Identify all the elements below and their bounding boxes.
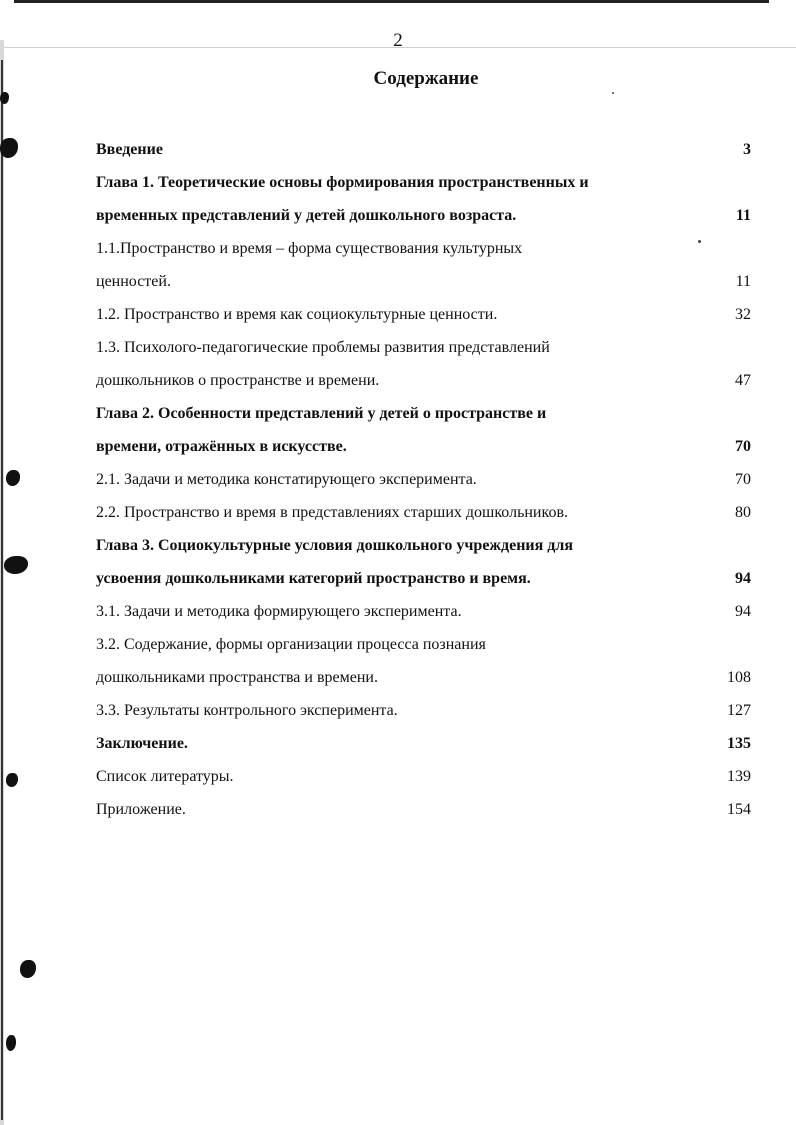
toc-entry — [96, 793, 751, 826]
toc-entry-title: ценностей. — [96, 273, 171, 290]
toc-entry-title: 3.1. Задачи и методика формирующего эксперимента. — [96, 603, 462, 620]
toc-entry — [96, 265, 751, 298]
toc-entry-page: 94 — [735, 603, 751, 620]
toc-entry-title: 2.1. Задачи и методика констатирующего эксперимента. — [96, 471, 477, 488]
scan-blot — [20, 960, 36, 978]
toc-entry-title: Приложение. — [96, 801, 186, 818]
scan-speck — [612, 92, 614, 94]
toc-entry-title: 1.2. Пространство и время как социокультурные ценности. — [96, 306, 498, 323]
toc-entry-title: 1.3. Психолого-педагогические проблемы развития представлений — [96, 339, 550, 356]
scan-blot — [0, 92, 9, 104]
toc-entry-title: усвоения дошкольниками категорий пространство и время. — [96, 570, 531, 587]
toc-entry — [96, 760, 751, 793]
scan-left-line — [1, 60, 3, 1120]
toc-entry-title: времени, отражённых в искусстве. — [96, 438, 347, 455]
scan-blot — [6, 1035, 16, 1051]
scan-blot — [6, 773, 18, 787]
toc-entry-title: Глава 1. Теоретические основы формирования пространственных и — [96, 174, 589, 191]
toc-entry-title: Глава 2. Особенности представлений у детей о пространстве и — [96, 405, 547, 422]
scan-blot — [4, 556, 28, 574]
page-number: 2 — [393, 30, 403, 51]
toc-entry-page: 139 — [727, 768, 751, 785]
toc-entry — [96, 364, 751, 397]
toc-entry-page: 11 — [735, 207, 751, 224]
toc-entry-title: дошкольников о пространстве и времени. — [96, 372, 380, 389]
toc-entry-page: 154 — [727, 801, 751, 818]
toc-entry-page: 47 — [735, 372, 751, 389]
page-title: Содержание — [373, 68, 479, 89]
toc-entry-title: 2.2. Пространство и время в представлениях старших дошкольников. — [96, 504, 569, 521]
toc-entry — [96, 331, 751, 364]
toc-entry — [96, 694, 751, 727]
toc-entry-title: Заключение. — [96, 735, 188, 752]
toc-entry-page: 70 — [735, 471, 751, 488]
toc-entry-page: 32 — [735, 306, 751, 323]
toc-entry — [96, 199, 751, 232]
toc-entry-page: 127 — [727, 702, 751, 719]
toc-entry — [96, 661, 751, 694]
top-border-line — [14, 0, 769, 3]
toc-entry-title: 3.3. Результаты контрольного эксперимента. — [96, 702, 398, 719]
toc-entry — [96, 298, 751, 331]
toc-entry-title: Список литературы. — [96, 768, 234, 785]
toc-entry-title: 3.2. Содержание, формы организации процесса познания — [96, 636, 486, 653]
toc-entry — [96, 595, 751, 628]
toc-entry — [96, 463, 751, 496]
toc-entry-title: Глава 3. Социокультурные условия дошкольного учреждения для — [96, 537, 574, 554]
toc-entry — [96, 496, 751, 529]
toc-entry-page: 3 — [743, 141, 751, 158]
toc-entry — [96, 727, 751, 760]
toc-entry-title: временных представлений у детей дошкольного возраста. — [96, 207, 517, 224]
toc-entry — [96, 166, 751, 199]
toc-entry — [96, 529, 751, 562]
toc-entry-page: 11 — [735, 273, 751, 290]
toc-entry — [96, 397, 751, 430]
toc-entry-page: 94 — [735, 570, 751, 587]
toc-entry-title: Введение — [96, 141, 163, 158]
scan-blot — [6, 470, 20, 486]
toc-entry-title: дошкольниками пространства и времени. — [96, 669, 378, 686]
toc-entry — [96, 430, 751, 463]
toc-entry — [96, 562, 751, 595]
toc-entry-page: 80 — [735, 504, 751, 521]
table-of-contents — [96, 133, 751, 826]
toc-entry-page: 108 — [727, 669, 751, 686]
toc-entry-page: 135 — [727, 735, 751, 752]
scan-blot — [0, 138, 18, 158]
toc-entry — [96, 628, 751, 661]
toc-entry-title: 1.1.Пространство и время – форма существования культурных — [96, 240, 523, 257]
toc-entry-page: 70 — [735, 438, 751, 455]
toc-entry — [96, 133, 751, 166]
toc-entry — [96, 232, 751, 265]
